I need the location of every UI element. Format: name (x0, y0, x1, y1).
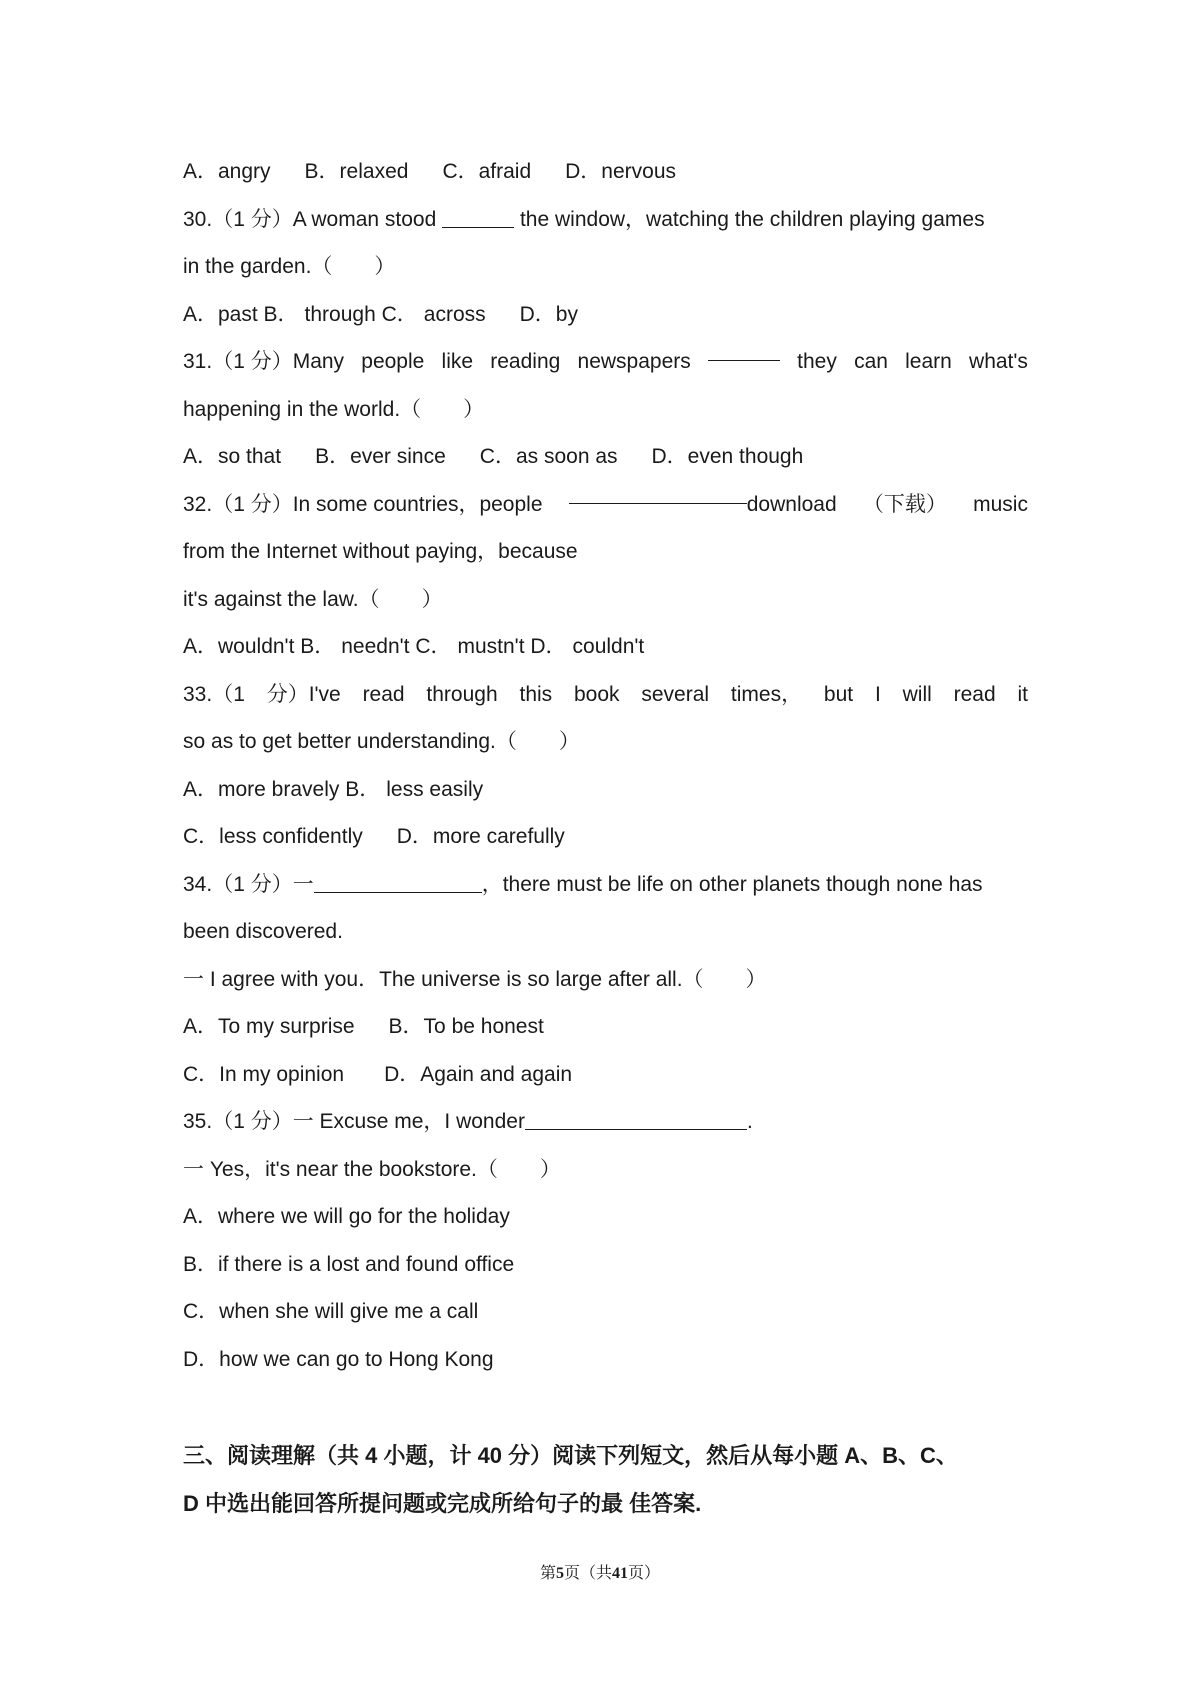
q31-word: people (361, 350, 425, 373)
q33-word: it (1017, 682, 1028, 706)
footer-middle: 页（共 (563, 1563, 612, 1582)
q33-word: times， (730, 682, 803, 706)
q31-stem-line1 (183, 338, 1028, 386)
q34-options-row1 (183, 1003, 1028, 1051)
option-d: D．even though (651, 445, 804, 468)
footer-page-number: 5 (555, 1565, 564, 1582)
q32-text2: download (746, 492, 837, 516)
q31-word: like (441, 350, 474, 373)
footer-suffix: 页） (628, 1563, 661, 1582)
q35-dialog: 一 Yes，it's near the bookstore.（ ） (183, 1157, 561, 1181)
section-heading-line1: 三、阅读理解（共 4 小题，计 40 分）阅读下列短文，然后从每小题 A、B、C、 (183, 1443, 958, 1468)
answer-blank (708, 338, 780, 361)
q33-stem-line2: so as to get better understanding.（ ） (183, 730, 580, 753)
option-c: mustn't D． (457, 635, 567, 658)
q33-word: will (902, 682, 932, 706)
option-d: couldn't (572, 635, 645, 658)
option-d: D．more carefully (396, 825, 565, 848)
footer-total-pages: 41 (612, 1565, 628, 1582)
footer-prefix: 第 (539, 1563, 556, 1582)
q32-text4: music (973, 492, 1028, 516)
answer-blank (442, 205, 514, 228)
q35-stem-line1 (183, 1098, 1028, 1146)
q34-stem-line1 (183, 861, 1028, 909)
answer-blank (314, 870, 482, 893)
q30-stem-line1 (183, 196, 1028, 244)
answer-blank (569, 481, 747, 504)
q34-text2: ，there must be life on other planets though none has (481, 872, 983, 896)
option-b: B．To be honest (388, 1015, 544, 1038)
option-b: needn't C． (341, 635, 452, 658)
q30-text2: the window，watching the children playing games (514, 207, 985, 231)
section-heading (183, 1432, 1028, 1528)
q31-word: what's (969, 350, 1028, 373)
q33-word: I (874, 682, 881, 706)
page-footer (0, 1560, 1200, 1583)
option-c: C．less confidently (183, 825, 363, 848)
option-a: A．wouldn't B． (183, 635, 336, 658)
q33-options-row2 (183, 813, 1028, 861)
q31-word: can (854, 350, 888, 373)
q30-options (183, 291, 1028, 339)
q33-word: this (519, 682, 553, 706)
q33-word: 33.（1 (183, 682, 245, 706)
q33-word: read (362, 682, 405, 706)
option-c: C．afraid (442, 160, 532, 183)
q35-text2: . (746, 1110, 753, 1133)
option-a: A．To my surprise (183, 1015, 355, 1038)
q31-word: learn (905, 350, 952, 373)
q33-stem-line1 (183, 671, 1028, 719)
option-b: through C． (304, 302, 418, 326)
q35-option-a: A．where we will go for the holiday (183, 1205, 510, 1228)
option-c: across (423, 302, 486, 326)
q34-dialog: 一 I agree with you．The universe is so large after all.（ ） (183, 967, 767, 991)
option-b: less easily (386, 777, 484, 801)
q33-options-row1 (183, 766, 1028, 814)
option-d: D．Again and again (384, 1062, 573, 1086)
questions (183, 148, 1028, 1383)
q32-stem-line3: it's against the law.（ ） (183, 587, 443, 611)
option-b: B．ever since (315, 445, 446, 468)
q30-stem-line2: in the garden.（ ） (183, 255, 396, 278)
q31-word: they (797, 350, 837, 373)
option-a: A．so that (183, 445, 282, 468)
q35-option-d: D．how we can go to Hong Kong (183, 1347, 494, 1371)
q30-text1: 30.（1 分）A woman stood (183, 207, 443, 231)
q32-blank-group (569, 481, 837, 529)
q33-word: read (953, 682, 996, 706)
q32-options (183, 623, 1028, 671)
q33-word: 分）I've (266, 682, 341, 706)
section-heading-line2: D 中选出能回答所提问题或完成所给句子的最 佳答案. (183, 1491, 702, 1516)
q35-text1: 35.（1 分）一 Excuse me，I wonder (183, 1110, 525, 1133)
q29-options (183, 148, 1028, 196)
q31-stem-line2: happening in the world.（ ） (183, 397, 485, 421)
q33-word: book (574, 682, 620, 706)
option-a: A．more bravely B． (183, 777, 381, 801)
option-c: C．as soon as (479, 445, 618, 468)
q31-options (183, 433, 1028, 481)
q33-word: through (426, 682, 498, 706)
q35-option-b: B．if there is a lost and found office (183, 1252, 515, 1276)
option-d: D．by (519, 302, 578, 326)
q34-text1: 34.（1 分）一 (183, 872, 314, 896)
q31-word: 31.（1 分）Many (183, 350, 345, 373)
q32-stem-line1 (183, 481, 1028, 529)
q34-stem-line2: been discovered. (183, 920, 343, 943)
q35-option-c: C．when she will give me a call (183, 1300, 479, 1323)
option-a: A．angry (183, 160, 271, 183)
answer-blank (525, 1107, 747, 1130)
q34-options-row2 (183, 1051, 1028, 1099)
q32-stem-line2: from the Internet without paying，because (183, 540, 578, 563)
q32-text1: 32.（1 分）In some countries，people (183, 492, 543, 516)
option-c: C．In my opinion (183, 1062, 345, 1086)
q33-word: several (641, 682, 710, 706)
option-a: A．past B． (183, 302, 299, 326)
option-b: B．relaxed (304, 160, 409, 183)
option-d: D．nervous (565, 160, 677, 183)
q31-word: newspapers (577, 350, 691, 373)
q31-word: reading (490, 350, 561, 373)
q33-word: but (823, 682, 854, 706)
q32-text3: （下载） (862, 492, 947, 516)
